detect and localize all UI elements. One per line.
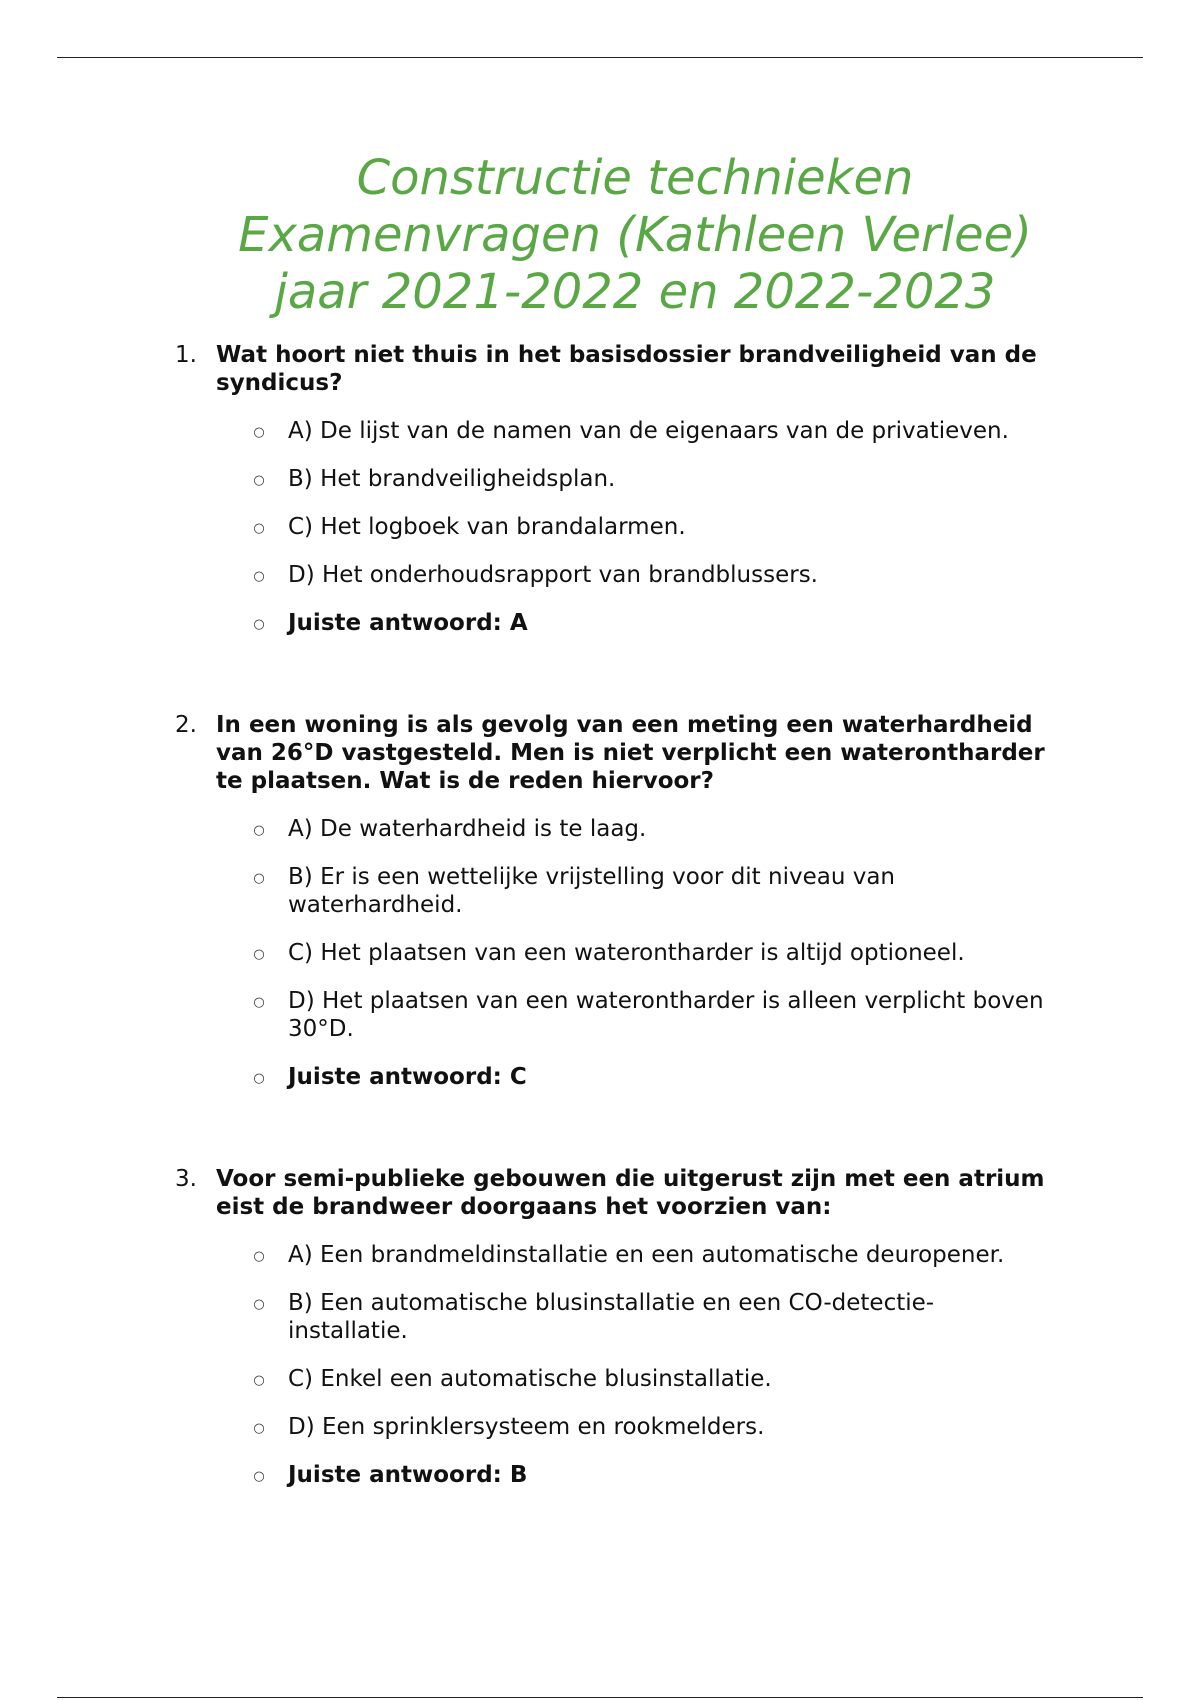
question-1 — [175, 341, 1075, 657]
option-text: B) Er is een wettelijke vrijstelling voor dit niveau van waterhardheid. — [288, 864, 896, 918]
title-line-2: Examenvragen (Kathleen Verlee) — [238, 207, 1032, 263]
circle-bullet-icon: ○ — [253, 569, 265, 584]
option-text: B) Het brandveiligheidsplan. — [288, 466, 616, 492]
question-header — [175, 711, 1075, 795]
option-item — [175, 417, 1075, 445]
question-number: 1. — [175, 342, 197, 368]
circle-bullet-icon: ○ — [253, 1373, 265, 1388]
correct-answer — [175, 1063, 1075, 1091]
title-line-3: jaar 2021-2022 en 2022-2023 — [274, 264, 996, 320]
option-text: A) De lijst van de namen van de eigenaars van de privatieven. — [288, 418, 1009, 444]
circle-bullet-icon: ○ — [253, 947, 265, 962]
question-text: In een woning is als gevolg van een meting een waterhardheid van 26°D vastgesteld. Men is niet verplicht een waterontharder te plaatsen. Wat is de reden hiervoor? — [216, 712, 1045, 794]
document-title — [0, 150, 1200, 321]
circle-bullet-icon: ○ — [253, 1071, 265, 1086]
question-3 — [175, 1165, 1075, 1509]
option-text: D) Het onderhoudsrapport van brandblussers. — [288, 562, 818, 588]
option-text: D) Het plaatsen van een waterontharder is alleen verplicht boven 30°D. — [288, 988, 1044, 1042]
title-line-1: Constructie technieken — [356, 150, 914, 206]
circle-bullet-icon: ○ — [253, 823, 265, 838]
question-text: Wat hoort niet thuis in het basisdossier brandveiligheid van de syndicus? — [216, 342, 1037, 396]
circle-bullet-icon: ○ — [253, 1249, 265, 1264]
circle-bullet-icon: ○ — [253, 473, 265, 488]
option-text: A) Een brandmeldinstallatie en een automatische deuropener. — [288, 1242, 1005, 1268]
option-text: C) Het logboek van brandalarmen. — [288, 514, 686, 540]
question-header — [175, 341, 1075, 397]
question-number: 3. — [175, 1166, 197, 1192]
top-rule — [57, 57, 1143, 58]
circle-bullet-icon: ○ — [253, 871, 265, 886]
option-text: D) Een sprinklersysteem en rookmelders. — [288, 1414, 765, 1440]
circle-bullet-icon: ○ — [253, 521, 265, 536]
circle-bullet-icon: ○ — [253, 995, 265, 1010]
option-list — [175, 815, 1075, 1091]
question-2 — [175, 711, 1075, 1111]
question-number: 2. — [175, 712, 197, 738]
option-item — [175, 561, 1075, 589]
option-item — [175, 465, 1075, 493]
option-item — [175, 1289, 1075, 1345]
correct-answer — [175, 609, 1075, 637]
bottom-rule — [57, 1697, 1143, 1698]
answer-text: Juiste antwoord: A — [288, 610, 528, 636]
option-item — [175, 1365, 1075, 1393]
circle-bullet-icon: ○ — [253, 1421, 265, 1436]
option-text: C) Het plaatsen van een waterontharder is altijd optioneel. — [288, 940, 965, 966]
option-item — [175, 987, 1075, 1043]
question-header — [175, 1165, 1075, 1221]
option-item — [175, 815, 1075, 843]
option-text: B) Een automatische blusinstallatie en een CO-detectie-installatie. — [288, 1290, 935, 1344]
option-item — [175, 1241, 1075, 1269]
answer-text: Juiste antwoord: C — [288, 1064, 527, 1090]
option-list — [175, 417, 1075, 637]
option-item — [175, 1413, 1075, 1441]
circle-bullet-icon: ○ — [253, 425, 265, 440]
option-text: A) De waterhardheid is te laag. — [288, 816, 647, 842]
circle-bullet-icon: ○ — [253, 617, 265, 632]
answer-text: Juiste antwoord: B — [288, 1462, 528, 1488]
option-item — [175, 939, 1075, 967]
question-text: Voor semi-publieke gebouwen die uitgerust zijn met een atrium eist de brandweer doorgaans het voorzien van: — [216, 1166, 1045, 1220]
correct-answer — [175, 1461, 1075, 1489]
option-text: C) Enkel een automatische blusinstallatie. — [288, 1366, 772, 1392]
circle-bullet-icon: ○ — [253, 1469, 265, 1484]
option-list — [175, 1241, 1075, 1489]
option-item — [175, 513, 1075, 541]
option-item — [175, 863, 1075, 919]
circle-bullet-icon: ○ — [253, 1297, 265, 1312]
